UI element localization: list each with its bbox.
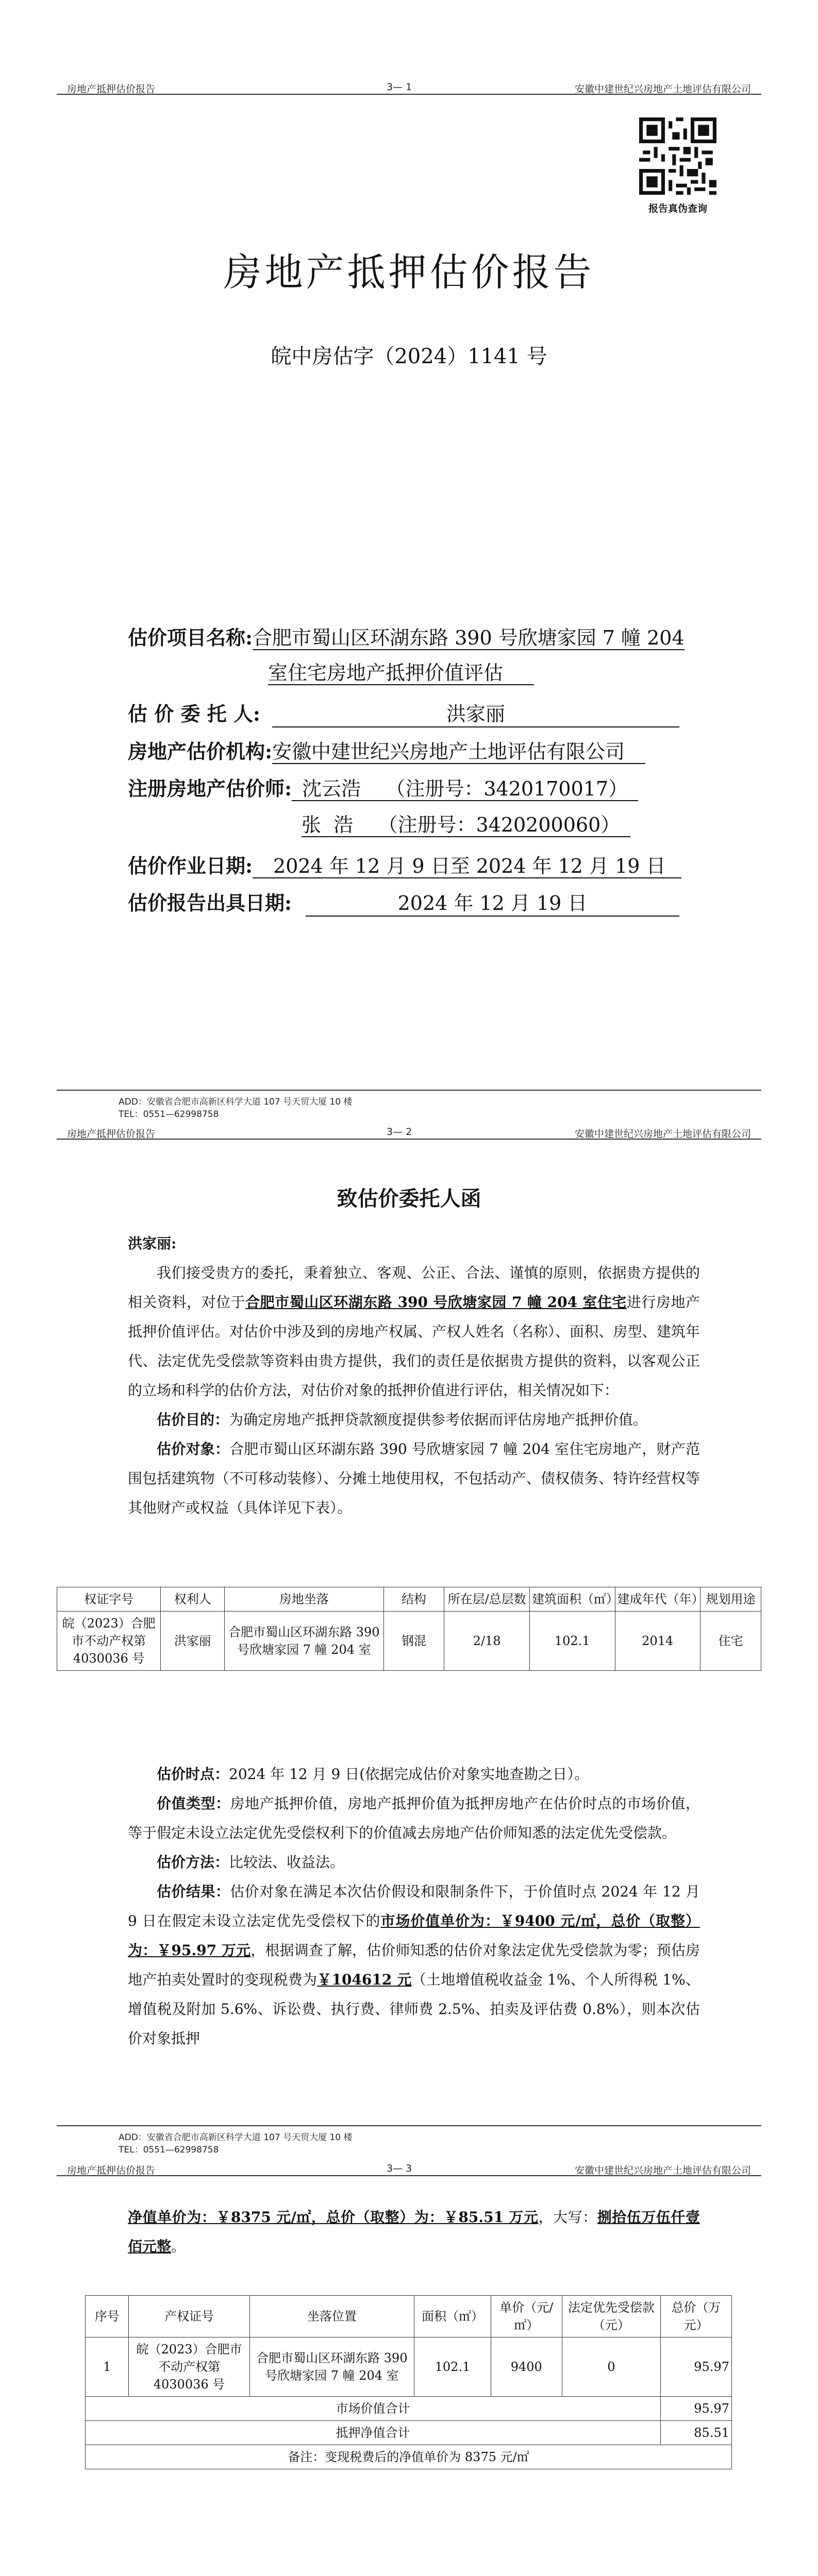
table-row: 皖（2023）合肥市不动产权第 4030036 号 洪家丽 合肥市蜀山区环湖东路 390 号欣塘家园 7 幢 204 室 钢混 2/18 102.1 2014 住宅 (57, 1612, 761, 1671)
cover-item-issue-date: 估价报告出具日期: 2024 年 12 月 19 日 (128, 887, 292, 916)
appraiser-1-value: 沈云浩 （注册号：3420170017） (292, 777, 638, 801)
project-name-value: 合肥市蜀山区环湖东路 390 号欣塘家园 7 幢 204 (253, 626, 685, 649)
salutation: 洪家丽: (128, 1235, 177, 1252)
valuation-table (85, 2295, 732, 2469)
issue-date-value: 2024 年 12 月 19 日 (306, 887, 679, 917)
header-right: 安徽中建世纪兴房地产土地评估有限公司 (574, 83, 751, 95)
table-header-row: 权证字号 权利人 房地坐落 结构 所在层/总层数 建筑面积（㎡） 建成年代（年） 规划用途 (57, 1587, 761, 1612)
intro-paragraph: 我们接受贵方的委托，秉着独立、客观、公正、合法、谨慎的原则，依据贵方提供的相关资料，对位于合肥市蜀山区环湖东路 390 号欣塘家园 7 幢 204 室住宅进行房地产抵押价值评估。对估价中涉及到的房地产权属、产权人姓名（名称）、面积、房型、建筑年代、法定优先受偿款等资料由贵方提供，我们的责任是依据贵方提供的资料，以客观公正的立场和科学的估价方法，对估价对象的抵押价值进行评估，相关情况如下： (128, 1264, 700, 1399)
table-header-row: 序号 产权证号 坐落位置 面积（㎡） 单价（元/㎡） 法定优先受偿款（元） 总价（万元） (86, 2296, 732, 2337)
agency-value: 安徽中建世纪兴房地产土地评估有限公司 (272, 740, 645, 764)
net-total-row: 抵押净值合计 85.51 (86, 2421, 732, 2445)
result-paragraph-b: 净值单价为：￥8375 元/㎡，总价（取整）为：￥85.51 万元，大写：捌拾伍万伍仟壹佰元整。 (128, 2209, 700, 2255)
purpose-paragraph: 估价目的：为确定房地产抵押贷款额度提供参考依据而评估房地产抵押价值。 (157, 1411, 648, 1428)
page-footer-1: ADD：安徽省合肥市高新区科学大道 107 号天贸大厦 10 楼 TEL：0551—62998758 (57, 1090, 761, 1121)
remark-row: 备注：变现税费后的净值单价为 8375 元/㎡ (86, 2445, 732, 2469)
doc-number: 皖中房估字（2024）1141 号 (271, 345, 547, 368)
page-header-1 (57, 77, 761, 95)
cover-item-project-cont: 室住宅房地产抵押价值评估 (268, 657, 534, 685)
qr-code-icon (639, 117, 716, 195)
qr-code[interactable] (639, 117, 716, 195)
cover-item-appraiser-2 (302, 809, 630, 837)
market-total-row: 市场价值合计 95.97 (86, 2397, 732, 2421)
table-row: 1 皖（2023）合肥市不动产权第 4030036 号 合肥市蜀山区环湖东路 390 号欣塘家园 7 幢 204 室 102.1 9400 0 95.97 (86, 2337, 732, 2397)
date-paragraph: 估价时点：2024 年 12 月 9 日(依据完成估价对象实地查勘之日）。 (157, 1766, 589, 1783)
page-header-3: 房地产抵押估价报告 3— 3 安徽中建世纪兴房地产土地评估有限公司 (57, 2159, 761, 2176)
method-paragraph: 估价方法：比较法、收益法。 (157, 1854, 345, 1871)
page-footer-2: ADD：安徽省合肥市高新区科学大道 107 号天贸大厦 10 楼 TEL：0551—62998758 (57, 2125, 761, 2156)
header-page: 3— 1 (387, 81, 412, 93)
property-table (57, 1587, 761, 1671)
letter-body-3 (128, 2202, 700, 2261)
page-header-2: 房地产抵押估价报告 3— 2 安徽中建世纪兴房地产土地评估有限公司 (57, 1122, 761, 1140)
cover-item-appraiser-1: 注册房地产估价师: 沈云浩 （注册号：3420170017） (128, 773, 638, 801)
qr-caption: 报告真伪查询 (648, 203, 707, 214)
letter-title: 致估价委托人函 (337, 1187, 481, 1211)
result-paragraph-a: 估价结果：估价对象在满足本次估价假设和限制条件下，于价值时点 2024 年 12 月 9 日在假定未设立法定优先受偿权下的市场价值单价为：￥9400 元/㎡，总价（取整）为：￥95.97 万元，根据调查了解，估价师知悉的估价对象法定优先受偿款为零；预估房地产拍卖处置时的变现税费为￥104612 元（土地增值税收益金 1%、个人所得税 1%、增值税及附加 5.6%、诉讼费、执行费、律师费 2.5%、拍卖及评估费 0.8%），则本次估价对象抵押 (128, 1883, 700, 2047)
appraiser-2-value: 张 浩 （注册号：3420200060） (302, 814, 630, 837)
cover-item-project: 估价项目名称:合肥市蜀山区环湖东路 390 号欣塘家园 7 幢 204 (128, 626, 685, 649)
report-title: 房地产抵押估价报告 (223, 250, 595, 295)
object-paragraph: 估价对象：合肥市蜀山区环湖东路 390 号欣塘家园 7 幢 204 室住宅房地产，财产范围包括建筑物（不可移动装修）、分摊土地使用权，不包括动产、债权债务、特许经营权等其他财产或权益（具体详见下表）。 (128, 1440, 700, 1516)
header-left: 房地产抵押估价报告 (67, 83, 156, 95)
cover-item-work-date: 估价作业日期: 2024 年 12 月 9 日至 2024 年 12 月 19 日 (128, 850, 681, 878)
work-date-value: 2024 年 12 月 9 日至 2024 年 12 月 19 日 (253, 855, 681, 878)
value-type-paragraph: 价值类型：房地产抵押价值，房地产抵押价值为抵押房地产在估价时点的市场价值，等于假定未设立法定优先受偿权利下的价值减去房地产估价师知悉的法定优先受偿款。 (128, 1795, 700, 1841)
cover-item-client: 估 价 委 托 人: 洪家丽 (128, 698, 260, 726)
letter-body-2 (128, 1759, 700, 2053)
letter-body (128, 1229, 700, 1522)
client-value: 洪家丽 (272, 698, 679, 727)
cover-item-agency: 房地产估价机构:安徽中建世纪兴房地产土地评估有限公司 (128, 736, 645, 764)
